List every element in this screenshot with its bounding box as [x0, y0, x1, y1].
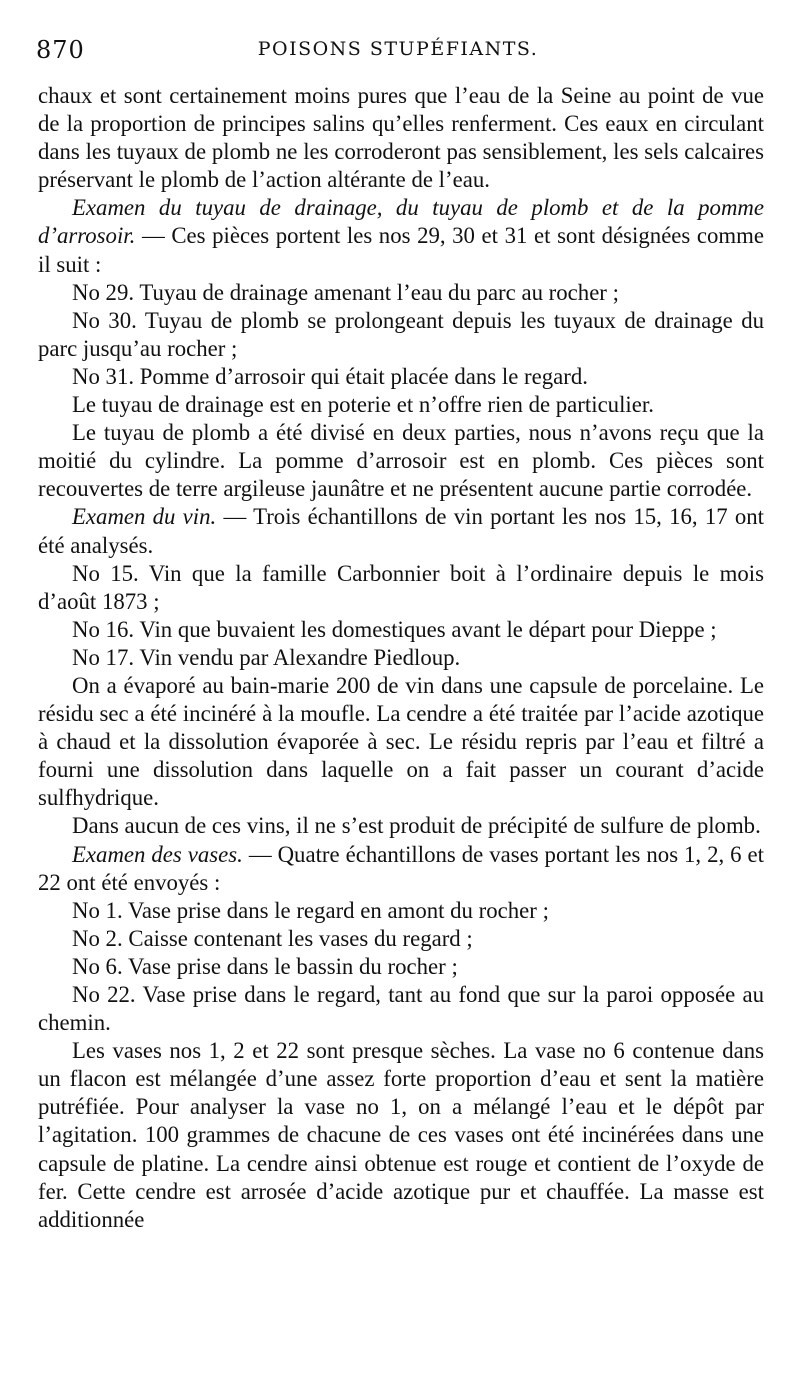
body-text: [38, 82, 764, 1234]
list-item-17: No 17. Vin vendu par Alexandre Piedloup.: [72, 644, 461, 670]
paragraph-drainage-pottery: Le tuyau de drainage est en poterie et n’offre rien de particulier.: [72, 392, 654, 418]
list-item-6: No 6. Vase prise dans le bassin du rocher ;: [72, 953, 458, 979]
section-heading-wine: Examen du vin.: [72, 504, 217, 530]
page-header: [36, 36, 760, 68]
paragraph-drainage-exam: Examen du tuyau de drainage, du tuyau de plomb et de la pomme d’arrosoir. — Ces pièces portent les nos 29, 30 et 31 et sont désignées comme il suit :: [38, 195, 764, 277]
list-item-31: No 31. Pomme d’arrosoir qui était placée dans le regard.: [72, 363, 588, 389]
paragraph-wine-exam: Examen du vin. — Trois échantillons de vin portant les nos 15, 16, 17 ont été analysés.: [38, 504, 764, 558]
list-item-30: No 30. Tuyau de plomb se prolongeant depuis les tuyaux de drainage du parc jusqu’au rocher ;: [38, 307, 764, 361]
list-item-2: No 2. Caisse contenant les vases du regard ;: [72, 925, 473, 951]
list-item-22: No 22. Vase prise dans le regard, tant au fond que sur la paroi opposée au chemin.: [38, 982, 764, 1036]
paragraph-mud-exam: Examen des vases. — Quatre échantillons de vases portant les nos 1, 2, 6 et 22 ont été envoyés :: [38, 841, 764, 895]
paragraph-continuation: chaux et sont certainement moins pures que l’eau de la Seine au point de vue de la proportion de principes salins qu’elles renferment. Ces eaux en circulant dans les tuyaux de plomb ne les corroderont pas sensiblement, les sels calcaires préservant le plomb de l’action altérante de l’eau.: [38, 83, 764, 193]
list-item-29: No 29. Tuyau de drainage amenant l’eau du parc au rocher ;: [72, 279, 619, 305]
page-number: 870: [36, 36, 85, 64]
list-item-16: No 16. Vin que buvaient les domestiques avant le départ pour Dieppe ;: [72, 616, 717, 642]
paragraph-wine-result: Dans aucun de ces vins, il ne s’est produit de précipité de sulfure de plomb.: [72, 813, 761, 839]
paragraph-mud-analysis: Les vases nos 1, 2 et 22 sont presque sèches. La vase no 6 contenue dans un flacon est mélangée d’une assez forte proportion d’eau et sent la matière putréfiée. Pour analyser la vase no 1, on a mélangé l’eau et le dépôt par l’agitation. 100 grammes de chacune de ces vases ont été incinérées dans une capsule de platine. La cendre ainsi obtenue est rouge et contient de l’oxyde de fer. Cette cendre est arrosée d’acide azotique pur et chauffée. La masse est additionnée: [38, 1038, 764, 1232]
section-heading-drainage: Examen du tuyau de drainage, du tuyau de plomb et de la pomme d’arrosoir.: [38, 195, 764, 249]
paragraph-wine-method: On a évaporé au bain-marie 200 de vin dans une capsule de porcelaine. Le résidu sec a été incinéré à la moufle. La cendre a été traitée par l’acide azotique à chaud et la dissolution évaporée à sec. Le résidu repris par l’eau et filtré a fourni une dissolution dans laquelle on a fait passer un courant d’acide sulfhydrique.: [38, 672, 764, 811]
paragraph-lead-pipe: Le tuyau de plomb a été divisé en deux parties, nous n’avons reçu que la moitié du cylindre. La pomme d’arrosoir est en plomb. Ces pièces sont recouvertes de terre argileuse jaunâtre et ne présentent aucune partie corrodée.: [38, 420, 764, 502]
list-item-15: No 15. Vin que la famille Carbonnier boit à l’ordinaire depuis le mois d’août 1873 ;: [38, 560, 764, 614]
list-item-1: No 1. Vase prise dans le regard en amont du rocher ;: [72, 897, 549, 923]
running-title: POISONS STUPÉFIANTS.: [257, 38, 539, 60]
section-heading-mud: Examen des vases.: [72, 841, 243, 867]
